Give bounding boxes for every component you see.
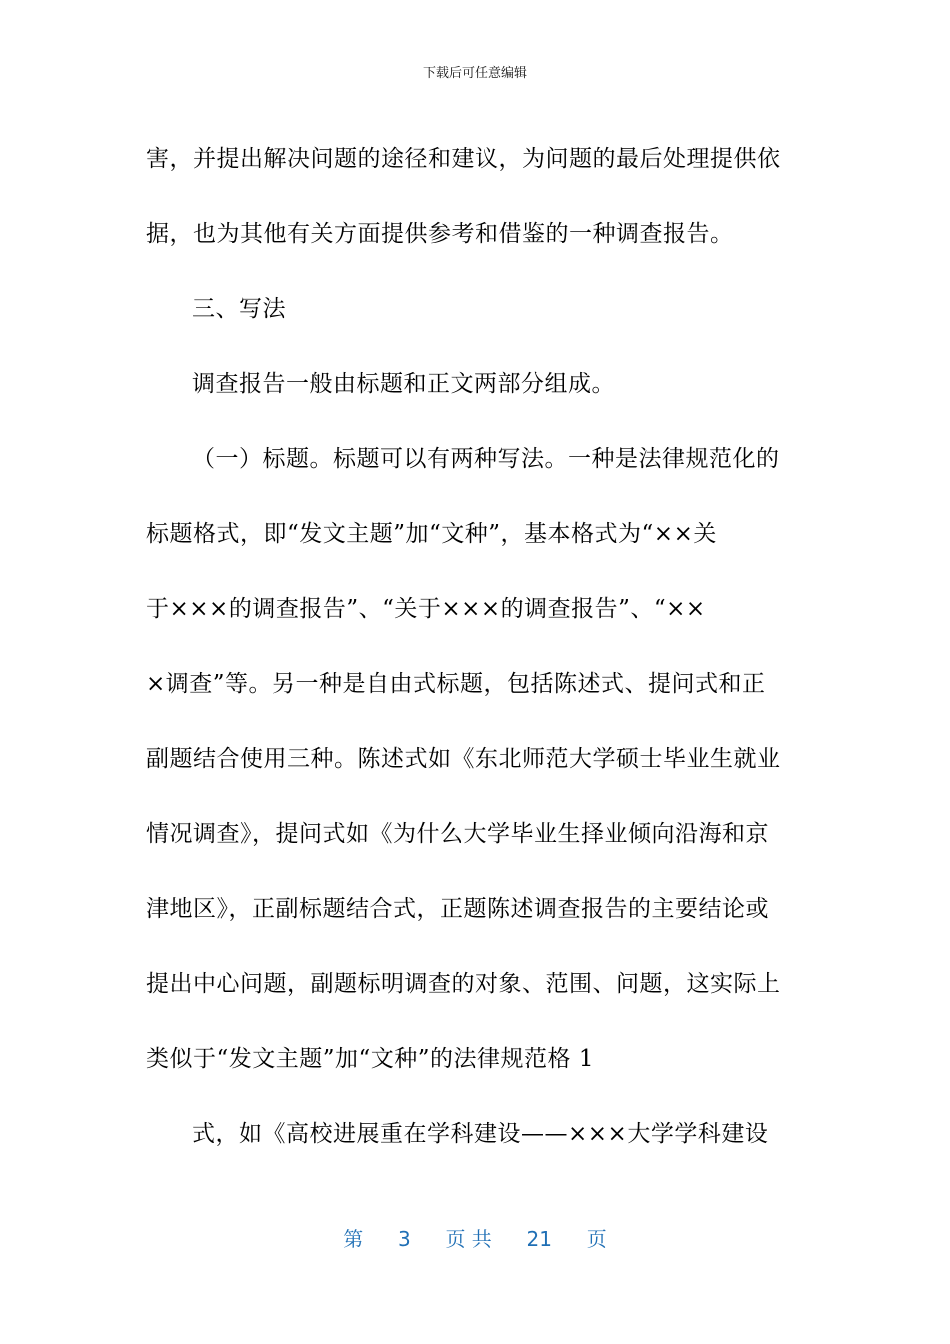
- total-pages-number: 21: [526, 1227, 552, 1251]
- body-line: 式，如《高校进展重在学科建设——×××大学学科建设: [192, 1121, 769, 1147]
- footer-prefix: 第: [343, 1227, 364, 1251]
- body-line: 调查报告一般由标题和正文两部分组成。: [192, 371, 615, 397]
- section-heading: 三、写法: [192, 296, 286, 322]
- footer-middle: 页 共: [445, 1227, 492, 1251]
- body-line: 标题格式，即“发文主题”加“文种”，基本格式为“××关: [146, 521, 717, 547]
- body-line: 害，并提出解决问题的途径和建议，为问题的最后处理提供依: [146, 146, 781, 172]
- body-line: 津地区》，正副标题结合式，正题陈述调查报告的主要结论或: [146, 896, 769, 922]
- document-body: [146, 122, 794, 1172]
- page-footer: [0, 1224, 950, 1254]
- body-line: 于×××的调查报告”、“关于×××的调查报告”、“××: [146, 596, 706, 622]
- page-header: 下载后可任意编辑: [422, 66, 527, 81]
- body-line: 据，也为其他有关方面提供参考和借鉴的一种调查报告。: [146, 221, 734, 247]
- body-line: 情况调查》，提问式如《为什么大学毕业生择业倾向沿海和京: [146, 821, 769, 847]
- body-line: 提出中心问题，副题标明调查的对象、范围、问题，这实际上: [146, 971, 781, 997]
- body-line: 类似于“发文主题”加“文种”的法律规范格 1: [146, 1046, 594, 1072]
- body-line: （一）标题。标题可以有两种写法。一种是法律规范化的: [192, 446, 780, 472]
- current-page-number: 3: [398, 1227, 411, 1251]
- footer-suffix: 页: [586, 1227, 607, 1251]
- body-line: ×调查”等。另一种是自由式标题，包括陈述式、提问式和正: [146, 671, 766, 697]
- body-line: 副题结合使用三种。陈述式如《东北师范大学硕士毕业生就业: [146, 746, 781, 772]
